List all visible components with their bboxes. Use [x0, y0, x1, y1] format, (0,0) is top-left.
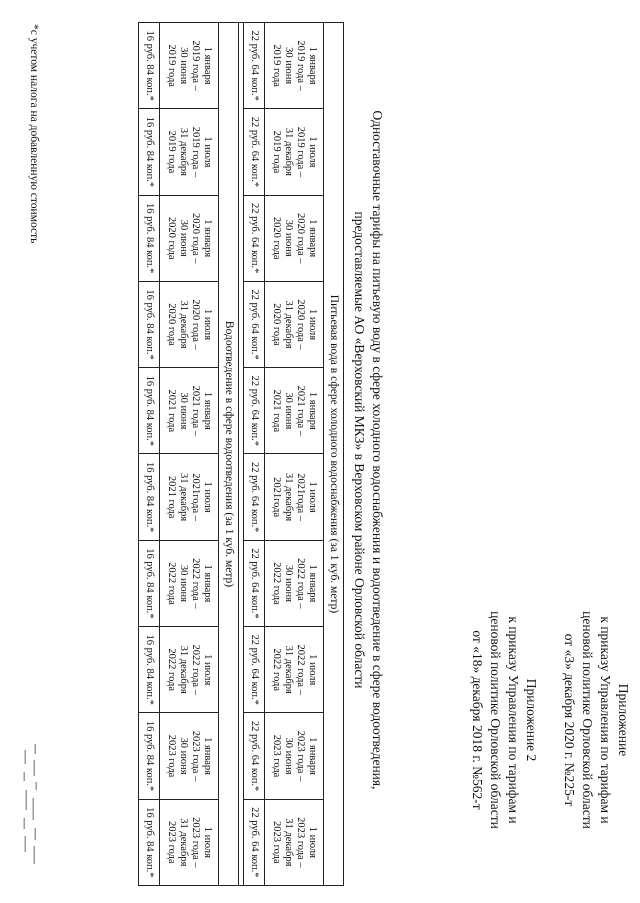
appendix2-line: к приказу Управления по тарифам и: [506, 616, 521, 824]
appendix-line: к приказу Управления по тарифам и: [598, 616, 613, 824]
period-text: 1 июля: [202, 308, 213, 341]
scan-artifact: [18, 740, 40, 870]
tariff-price: 16 руб. 84 коп.*: [139, 799, 160, 885]
period-text: 1 июля: [307, 481, 318, 513]
period-text: 2023 года –: [295, 730, 306, 782]
tariff-price: 16 руб. 84 коп.*: [139, 368, 160, 454]
period-cell: [265, 109, 324, 195]
document-title: [350, 20, 386, 880]
tariff-price: 22 руб. 64 коп.*: [244, 195, 265, 281]
tariff-price: 16 руб. 84 коп.*: [139, 195, 160, 281]
period-text: 1 января: [202, 564, 213, 603]
tariff-price: 16 руб. 84 коп.*: [139, 109, 160, 195]
tariff-table: [138, 22, 344, 886]
period-text: 2021года –: [190, 473, 201, 522]
period-text: 30 июня: [283, 219, 294, 257]
period-text: 31 декабря: [283, 645, 294, 694]
period-text: 1 июля: [307, 136, 318, 168]
period-text: 2022 года –: [295, 558, 306, 609]
period-cell: [160, 627, 219, 713]
period-cell: [160, 281, 219, 367]
appendix2-line: от «18» декабря 2018 г. №562-т: [470, 630, 485, 810]
period-text: 2022 года –: [190, 558, 201, 609]
period-text: 2019 года –: [190, 126, 201, 178]
period-cell: [265, 281, 324, 367]
period-text: 2022 года –: [190, 644, 201, 695]
period-text: 2022 года: [166, 648, 177, 692]
period-text: 2023 года: [166, 821, 177, 864]
period-text: 30 июня: [178, 564, 189, 602]
period-cell: [265, 454, 324, 540]
period-cell: [265, 713, 324, 799]
section-heading-row: [219, 23, 239, 886]
period-text: 1 января: [307, 391, 318, 430]
section-spacer-row: [239, 23, 244, 886]
period-cell: [265, 540, 324, 626]
period-text: 2019 года –: [190, 40, 201, 91]
section-spacer-cell: [239, 23, 244, 886]
tariff-price: 22 руб. 64 коп.*: [244, 368, 265, 454]
tariff-table-body: [139, 23, 344, 886]
period-text: 2021 года: [271, 389, 282, 433]
period-text: 2020 года: [166, 303, 177, 346]
tariff-price: 22 руб. 64 коп.*: [244, 540, 265, 626]
period-text: 30 июня: [283, 392, 294, 430]
period-text: 2022 года: [271, 648, 282, 692]
vat-footnote: *с учетом налога на добавленную стоимость: [28, 24, 40, 244]
period-text: 2019 года: [166, 44, 177, 87]
period-text: 1 июля: [307, 308, 318, 341]
appendix-title: Приложение: [616, 683, 631, 757]
period-text: 1 июля: [307, 826, 318, 858]
period-text: 1 января: [307, 564, 318, 603]
tariff-price: 22 руб. 64 коп.*: [244, 627, 265, 713]
period-text: 30 июня: [178, 392, 189, 430]
appendix2-line: ценовой политике Орловской области: [488, 611, 503, 829]
period-text: 31 декабря: [178, 127, 189, 177]
period-text: 31 декабря: [178, 645, 189, 694]
period-text: 2022 года: [166, 562, 177, 605]
section-heading: Питьевая вода в сфере холодного водоснабжения (за 1 куб. метр): [324, 23, 344, 886]
period-text: 2022 года –: [295, 644, 306, 695]
period-cell: [160, 368, 219, 454]
title-line: предоставляемые АО «Верховский МКЗ» в Верховском районе Орловской области: [352, 211, 367, 689]
period-text: 1 января: [202, 737, 213, 775]
period-text: 2021 года: [166, 389, 177, 433]
title-line: Одноставочные тарифы на питьевую воду в сфере холодного водоснабжения и водоотведение в сфере водоотведения,: [370, 110, 385, 790]
period-text: 2020 года –: [190, 212, 201, 264]
period-text: 30 июня: [178, 737, 189, 775]
period-cell: [265, 627, 324, 713]
tariff-price: 22 руб. 64 коп.*: [244, 454, 265, 540]
tariff-price: 22 руб. 64 коп.*: [244, 713, 265, 799]
period-cell: [265, 799, 324, 885]
period-text: 30 июня: [178, 219, 189, 257]
period-text: 1 января: [307, 737, 318, 775]
period-text: 2020 года: [166, 216, 177, 260]
period-text: 2023 года: [271, 734, 282, 778]
period-text: 31 декабря: [178, 818, 189, 867]
period-cell: [160, 713, 219, 799]
period-text: 2019 года –: [295, 126, 306, 178]
tariff-price: 16 руб. 84 коп.*: [139, 23, 160, 109]
period-text: 2022 года: [271, 562, 282, 605]
tariff-price: 22 руб. 64 коп.*: [244, 281, 265, 367]
period-text: 2019 года: [271, 130, 282, 174]
appendix-line: от «3» декабря 2020 г. №225-т: [562, 633, 577, 807]
period-text: 1 июля: [202, 136, 213, 168]
period-cell: [265, 195, 324, 281]
period-cell: [160, 23, 219, 109]
period-text: 31 декабря: [283, 473, 294, 522]
tariff-price: 16 руб. 84 коп.*: [139, 713, 160, 799]
period-text: 31 декабря: [283, 300, 294, 349]
period-text: 30 июня: [283, 564, 294, 602]
period-text: 2020 года: [271, 303, 282, 346]
period-text: 2023 года –: [190, 817, 201, 868]
period-text: 1 июля: [202, 481, 213, 513]
tariff-price: 22 руб. 64 коп.*: [244, 23, 265, 109]
section-heading-row: [324, 23, 344, 886]
price-row: [244, 23, 265, 886]
period-text: 1 января: [202, 46, 213, 85]
period-row: [160, 23, 219, 886]
period-text: 1 января: [202, 219, 213, 258]
period-cell: [265, 23, 324, 109]
period-text: 1 июля: [202, 654, 213, 686]
period-text: 1 января: [202, 391, 213, 430]
period-text: 1 июля: [307, 654, 318, 686]
period-text: 1 января: [307, 219, 318, 258]
period-text: 2021 года: [166, 475, 177, 519]
period-text: 31 декабря: [178, 300, 189, 349]
period-cell: [160, 195, 219, 281]
period-text: 2020 года: [271, 216, 282, 260]
period-text: 2020 года –: [295, 299, 306, 350]
period-text: 2023 года: [166, 734, 177, 778]
period-text: 2021года –: [295, 473, 306, 522]
period-text: 1 января: [307, 46, 318, 85]
price-row: [139, 23, 160, 886]
period-text: 2023 года –: [295, 817, 306, 868]
period-text: 2023 года: [271, 821, 282, 864]
appendix-header: [468, 560, 632, 880]
tariff-price: 22 руб. 64 коп.*: [244, 799, 265, 885]
period-text: 2020 года –: [190, 299, 201, 350]
period-cell: [160, 454, 219, 540]
period-text: 2019 года: [166, 130, 177, 174]
period-cell: [160, 540, 219, 626]
period-text: 2019 года –: [295, 40, 306, 91]
period-text: 2021года: [271, 477, 282, 518]
tariff-price: 16 руб. 84 коп.*: [139, 627, 160, 713]
tariff-price: 16 руб. 84 коп.*: [139, 454, 160, 540]
tariff-price: 22 руб. 64 коп.*: [244, 109, 265, 195]
appendix-line: ценовой политике Орловской области: [580, 611, 595, 829]
period-text: 31 декабря: [283, 127, 294, 177]
period-text: 31 декабря: [178, 473, 189, 522]
section-heading: Водоотведение в сфере водоотведения (за 1 куб. метр): [219, 23, 239, 886]
tariff-price: 16 руб. 84 коп.*: [139, 540, 160, 626]
period-text: 2021 года –: [190, 385, 201, 437]
period-text: 2020 года –: [295, 212, 306, 264]
period-text: 30 июня: [283, 47, 294, 85]
period-text: 2019 года: [271, 44, 282, 87]
period-text: 2023 года –: [190, 730, 201, 782]
period-cell: [160, 109, 219, 195]
period-text: 1 июля: [202, 826, 213, 858]
period-text: 30 июня: [283, 737, 294, 775]
period-text: 31 декабря: [283, 818, 294, 867]
period-row: [265, 23, 324, 886]
period-cell: [160, 799, 219, 885]
period-text: 30 июня: [178, 47, 189, 85]
appendix2-title: Приложение 2: [524, 678, 539, 762]
period-text: 2021 года –: [295, 385, 306, 437]
period-cell: [265, 368, 324, 454]
header-spacer: [540, 560, 560, 880]
tariff-price: 16 руб. 84 коп.*: [139, 281, 160, 367]
